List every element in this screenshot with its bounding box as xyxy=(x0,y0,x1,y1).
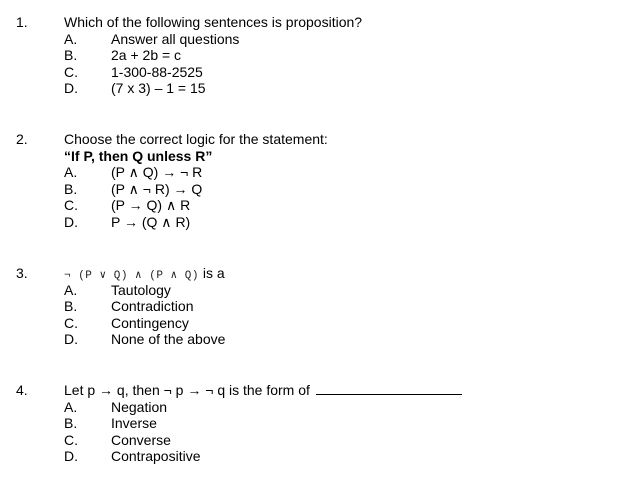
option-d xyxy=(64,448,624,465)
option-letter: A. xyxy=(64,164,78,181)
option-b xyxy=(64,415,624,432)
option-text: 2a + 2b = c xyxy=(111,47,182,64)
question-number: 2. xyxy=(16,131,28,147)
option-letter: A. xyxy=(64,30,78,47)
option-a xyxy=(64,31,624,48)
question-body xyxy=(64,14,624,97)
logic-formula: ¬ (P ∨ Q) ∧ (P ∧ Q) xyxy=(64,270,199,282)
option-letter: B. xyxy=(64,180,78,197)
answer-blank xyxy=(316,382,462,395)
option-d xyxy=(64,214,624,231)
option-text: Contingency xyxy=(111,314,189,331)
question-stem: Which of the following sentences is proposition? xyxy=(64,14,363,30)
question-number: 4. xyxy=(16,382,28,398)
option-text: (P ∧ Q) → ¬ R xyxy=(111,164,203,181)
option-b xyxy=(64,298,624,315)
question-stem-line xyxy=(64,382,624,399)
option-text: Negation xyxy=(111,398,168,415)
option-text: (7 x 3) – 1 = 15 xyxy=(111,80,206,97)
question-number: 1. xyxy=(16,14,28,30)
option-letter: B. xyxy=(64,298,78,315)
option-c xyxy=(64,315,624,332)
option-text: Tautology xyxy=(111,281,171,298)
question-body xyxy=(64,265,624,348)
option-c xyxy=(64,197,624,214)
option-letter: D. xyxy=(64,213,78,230)
option-letter: C. xyxy=(64,63,78,80)
option-a xyxy=(64,164,624,181)
question-statement: “If P, then Q unless R” xyxy=(64,147,213,164)
option-text: Contradiction xyxy=(111,298,194,315)
option-letter: D. xyxy=(64,80,78,97)
option-letter: A. xyxy=(64,281,78,298)
question-number: 3. xyxy=(16,265,28,281)
option-letter: B. xyxy=(64,415,78,432)
option-b xyxy=(64,181,624,198)
option-c xyxy=(64,64,624,81)
question-stem: Choose the correct logic for the statement: xyxy=(64,131,328,147)
question-stem-suffix: is a xyxy=(202,265,225,281)
option-letter: D. xyxy=(64,448,78,465)
option-c xyxy=(64,432,624,449)
option-text: 1-300-88-2525 xyxy=(111,63,203,80)
option-text: (P → Q) ∧ R xyxy=(111,197,191,214)
question-stem xyxy=(64,265,624,282)
option-text: Contrapositive xyxy=(111,448,201,465)
option-b xyxy=(64,47,624,64)
option-text: P → (Q ∧ R) xyxy=(111,213,191,230)
option-d xyxy=(64,80,624,97)
option-letter: D. xyxy=(64,331,78,348)
option-d xyxy=(64,331,624,348)
option-letter: C. xyxy=(64,431,78,448)
option-letter: B. xyxy=(64,47,78,64)
option-text: Inverse xyxy=(111,415,157,432)
option-text: Converse xyxy=(111,431,171,448)
option-letter: A. xyxy=(64,398,78,415)
question-stem: Let p → q, then ¬ p → ¬ q is the form of xyxy=(64,382,310,398)
question-body xyxy=(64,131,624,231)
option-text: None of the above xyxy=(111,331,226,348)
option-text: Answer all questions xyxy=(111,30,240,47)
option-letter: C. xyxy=(64,197,78,214)
option-text: (P ∧ ¬ R) → Q xyxy=(111,180,203,197)
option-letter: C. xyxy=(64,314,78,331)
option-a xyxy=(64,282,624,299)
question-body xyxy=(64,382,624,465)
option-a xyxy=(64,399,624,416)
